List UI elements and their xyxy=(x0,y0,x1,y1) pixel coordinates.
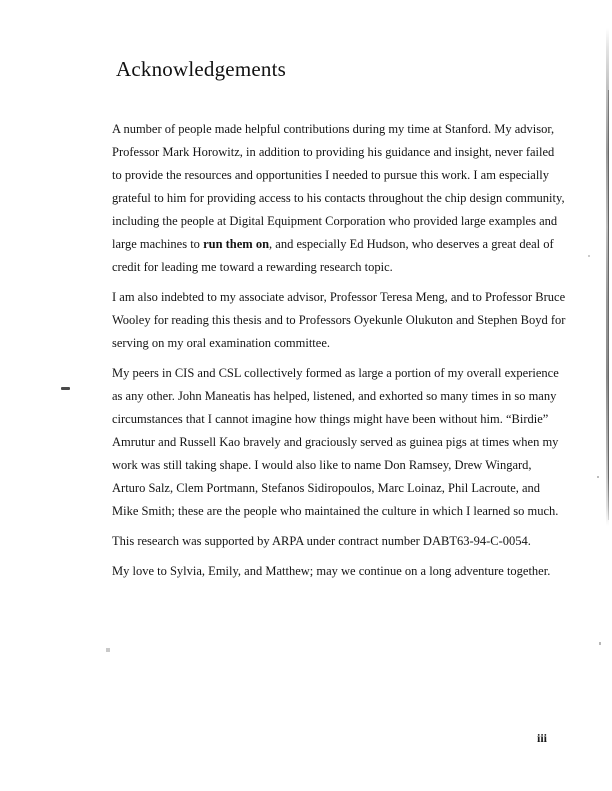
text-line: A number of people made helpful contributions during my time at Stanford. My advisor, xyxy=(112,122,555,136)
scan-speck-artifact xyxy=(588,255,590,257)
text-line: to provide the resources and opportunities I needed to pursue this work. I am especially xyxy=(112,168,550,182)
text-line: This research was supported by ARPA under contract number DABT63-94-C-0054. xyxy=(112,534,531,548)
text-line: as any other. John Maneatis has helped, listened, and exhorted so many times in so many xyxy=(112,389,557,403)
paragraph xyxy=(112,286,572,355)
text-line: circumstances that I cannot imagine how things might have been without him. “Birdie” xyxy=(112,412,549,426)
text-line: My peers in CIS and CSL collectively formed as large a portion of my overall experience xyxy=(112,366,559,380)
text-line: Arturo Salz, Clem Portmann, Stefanos Sidiropoulos, Marc Loinaz, Phil Lacroute, and xyxy=(112,481,541,495)
paragraph xyxy=(112,560,572,583)
text-line: large machines to run them on, and especially Ed Hudson, who deserves a great deal of xyxy=(112,237,554,251)
paragraph xyxy=(112,118,572,279)
scan-speck-artifact xyxy=(597,476,599,478)
text-line: grateful to him for providing access to his contacts throughout the chip design community, xyxy=(112,191,565,205)
paragraph xyxy=(112,362,572,523)
paragraphs xyxy=(112,118,572,590)
text-line: including the people at Digital Equipment Corporation who provided large examples and xyxy=(112,214,558,228)
scan-speck-artifact xyxy=(106,648,110,652)
text-line: I am also indebted to my associate advisor, Professor Teresa Meng, and to Professor Bruce xyxy=(112,290,566,304)
text-line: credit for leading me toward a rewarding research topic. xyxy=(112,260,393,274)
paragraph xyxy=(112,530,572,553)
text-line: My love to Sylvia, Emily, and Matthew; may we continue on a long adventure together. xyxy=(112,564,551,578)
text-line: serving on my oral examination committee. xyxy=(112,336,330,350)
text-line: Mike Smith; these are the people who maintained the culture in which I learned so much. xyxy=(112,504,559,518)
text-line: Wooley for reading this thesis and to Professors Oyekunle Olukuton and Stephen Boyd for xyxy=(112,313,566,327)
text-line: work was still taking shape. I would also like to name Don Ramsey, Drew Wingard, xyxy=(112,458,532,472)
page-number: iii xyxy=(537,731,548,745)
scan-speck-artifact xyxy=(599,642,601,645)
margin-dash-artifact xyxy=(61,387,70,390)
scan-streak-artifact-inner xyxy=(608,90,609,520)
text-line: Professor Mark Horowitz, in addition to providing his guidance and insight, never failed xyxy=(112,145,555,159)
page-title: Acknowledgements xyxy=(116,57,286,81)
text-line: Amrutur and Russell Kao bravely and graciously served as guinea pigs at times when my xyxy=(112,435,559,449)
